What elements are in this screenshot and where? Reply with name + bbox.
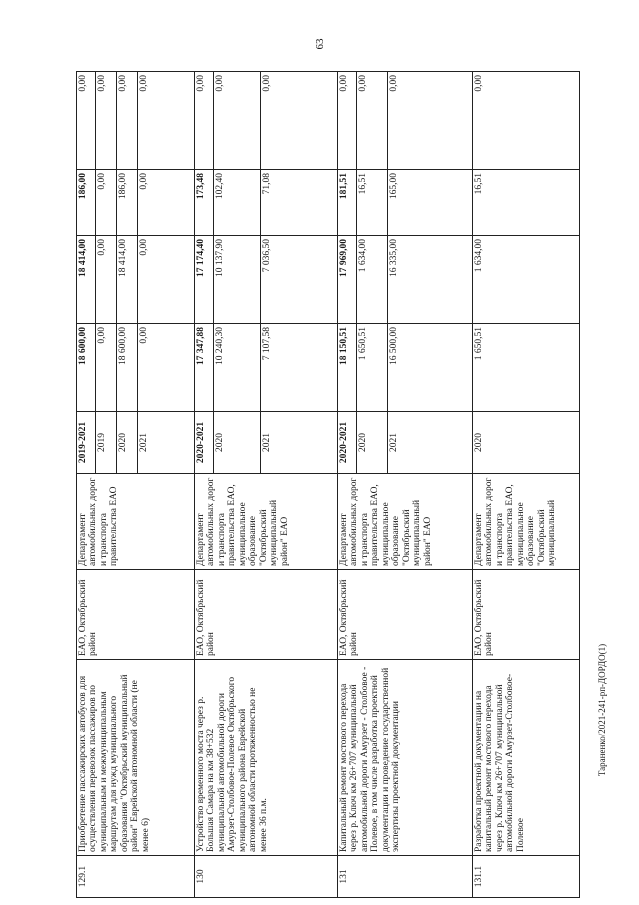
location-129-1: ЕАО, Октябрьский район <box>77 570 195 660</box>
amount-cell: 0,00 <box>138 170 195 236</box>
amount-cell: 7 107,58 <box>261 324 338 412</box>
amount-cell: 7 036,50 <box>261 236 338 324</box>
amount-cell: 18 414,00 <box>77 236 96 324</box>
amount-cell: 1 650,51 <box>357 324 388 412</box>
amount-cell: 16,51 <box>357 170 388 236</box>
amount-cell: 0,00 <box>96 324 117 412</box>
amount-cell: 18 414,00 <box>117 236 138 324</box>
document-code <box>582 560 622 860</box>
amount-cell: 102,40 <box>214 170 261 236</box>
amount-cell: 186,00 <box>77 170 96 236</box>
program-table <box>76 71 580 898</box>
page-number: 63 <box>314 38 326 50</box>
amount-cell: 18 600,00 <box>77 324 96 412</box>
amount-cell: 16 335,00 <box>388 236 473 324</box>
row-number-131-1: 131.1 <box>473 856 580 898</box>
measure-name-129-1: Приобретение пассажирских автобусов для осуществления перевозок пассажиров по муниципальным и межмуниципальным маршрутам для нужд муниципального образования "Октябрьский муниципальный район" Еврейской автономной области (не менее 6) <box>77 660 195 856</box>
year-cell: 2021 <box>388 412 473 474</box>
row-number-131: 131 <box>338 856 473 898</box>
amount-cell: 165,00 <box>388 170 473 236</box>
amount-cell: 18 600,00 <box>117 324 138 412</box>
table-row <box>338 72 357 898</box>
amount-cell: 0,00 <box>357 72 388 170</box>
amount-cell: 10 137,90 <box>214 236 261 324</box>
amount-cell: 0,00 <box>77 72 96 170</box>
amount-cell: 1 650,51 <box>473 324 580 412</box>
amount-cell: 0,00 <box>388 72 473 170</box>
table-row <box>77 72 96 898</box>
amount-cell: 16,51 <box>473 170 580 236</box>
year-cell: 2020-2021 <box>338 412 357 474</box>
amount-cell: 17 174,40 <box>195 236 214 324</box>
year-cell: 2019-2021 <box>77 412 96 474</box>
amount-cell: 0,00 <box>96 170 117 236</box>
measure-name-130: Устройство временного моста через р. Большая Самара на км 38+532 муниципальной автомобильной дороги Амурзет-Столбовое-Полевое Октябрьского муниципального района Еврейской автономной области протяженностью не менее 36 п.м. <box>195 660 338 856</box>
amount-cell: 0,00 <box>473 72 580 170</box>
table-frame <box>76 72 558 898</box>
executor-129-1: Департамент автомобильных дорог и транспорта правительства ЕАО <box>77 474 195 570</box>
amount-cell: 0,00 <box>138 72 195 170</box>
executor-131-1: Департамент автомобильных дорог и транспорта правительства ЕАО, муниципальное образование "Октябрьский муниципальный <box>473 474 580 570</box>
year-cell: 2020 <box>117 412 138 474</box>
table-row <box>195 72 214 898</box>
amount-cell: 71,08 <box>261 170 338 236</box>
year-cell: 2020-2021 <box>195 412 214 474</box>
year-cell: 2020 <box>357 412 388 474</box>
amount-cell: 1 634,00 <box>473 236 580 324</box>
amount-cell: 0,00 <box>96 72 117 170</box>
amount-cell: 16 500,00 <box>388 324 473 412</box>
year-cell: 2020 <box>214 412 261 474</box>
row-number-130: 130 <box>195 856 338 898</box>
amount-cell: 17 347,88 <box>195 324 214 412</box>
table-row <box>473 72 580 898</box>
amount-cell: 0,00 <box>138 236 195 324</box>
amount-cell: 173,48 <box>195 170 214 236</box>
measure-name-131-1: Разработка проектной документации на капитальный ремонт мостового перехода через р. Ключ км 26+707 муниципальной автомобильной дороги Амурзет-Столбовое-Полевое <box>473 660 580 856</box>
amount-cell: 0,00 <box>214 72 261 170</box>
table-rotor <box>76 72 558 898</box>
amount-cell: 0,00 <box>338 72 357 170</box>
amount-cell: 0,00 <box>138 324 195 412</box>
amount-cell: 0,00 <box>195 72 214 170</box>
location-131-1: ЕАО, Октябрьский район <box>473 570 580 660</box>
amount-cell: 10 240,30 <box>214 324 261 412</box>
amount-cell: 0,00 <box>96 236 117 324</box>
location-130: ЕАО, Октябрьский район <box>195 570 338 660</box>
document-code-text: Тараненко/2021-241-рп-ДОРДО(1) <box>597 643 607 777</box>
year-cell: 2019 <box>96 412 117 474</box>
amount-cell: 18 150,51 <box>338 324 357 412</box>
year-cell: 2021 <box>138 412 195 474</box>
amount-cell: 17 969,00 <box>338 236 357 324</box>
table-body <box>77 72 580 898</box>
amount-cell: 186,00 <box>117 170 138 236</box>
location-131: ЕАО, Октябрьский район <box>338 570 473 660</box>
executor-130: Департамент автомобильных дорог и транспорта правительства ЕАО, муниципальное образование "Октябрьский муниципальный район" ЕАО <box>195 474 338 570</box>
row-number-129-1: 129.1 <box>77 856 195 898</box>
executor-131: Департамент автомобильных дорог и транспорта правительства ЕАО, муниципальное образование "Октябрьский муниципальный район" ЕАО <box>338 474 473 570</box>
amount-cell: 181,51 <box>338 170 357 236</box>
amount-cell: 0,00 <box>261 72 338 170</box>
amount-cell: 1 634,00 <box>357 236 388 324</box>
amount-cell: 0,00 <box>117 72 138 170</box>
measure-name-131: Капитальный ремонт мостового перехода через р. Ключ км 26+707 муниципальной автомобильной дороги Амурзет - Столбовое - Полевое, в том числе разработка проектной документации и проведение государственной экспертизы проектной документации <box>338 660 473 856</box>
year-cell: 2021 <box>261 412 338 474</box>
year-cell: 2020 <box>473 412 580 474</box>
